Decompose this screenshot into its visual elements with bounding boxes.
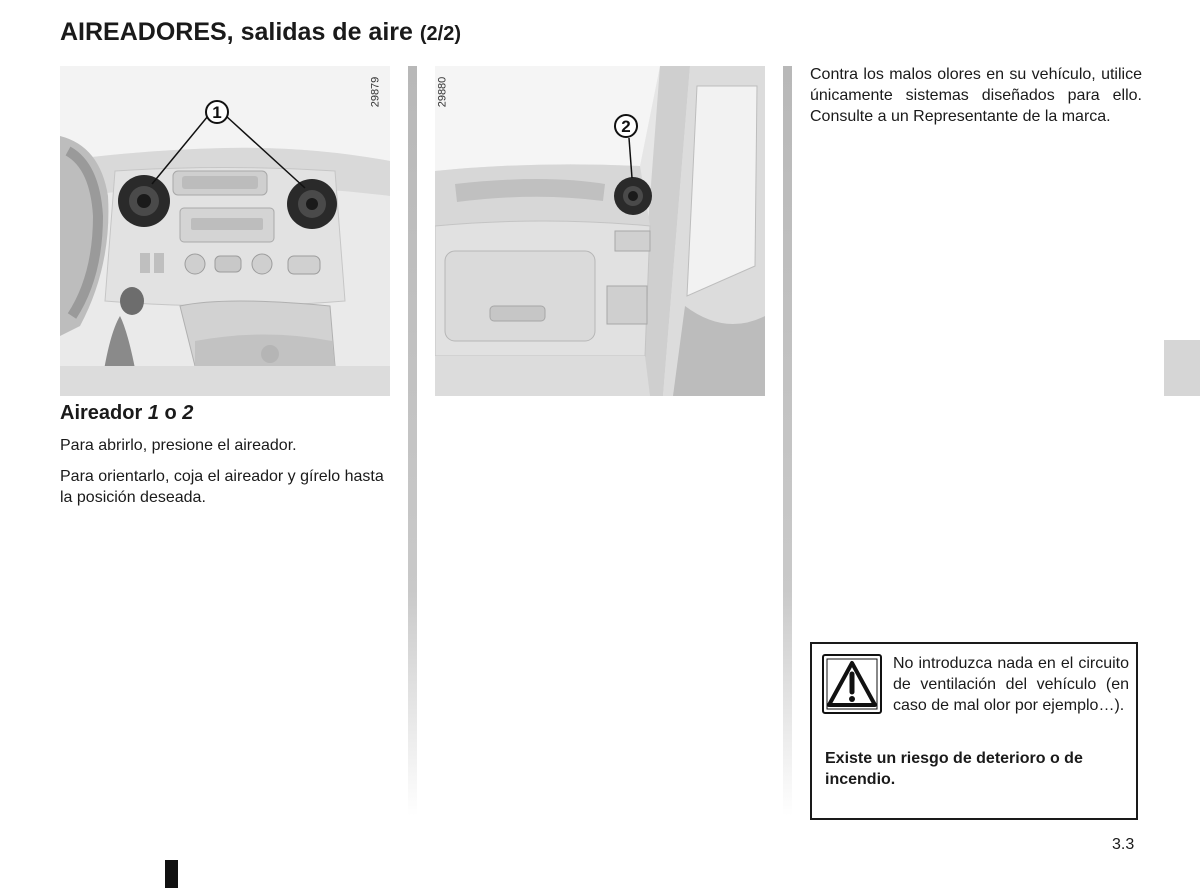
page-number: 3.3 bbox=[1112, 836, 1135, 853]
figure-side-vent bbox=[435, 66, 765, 396]
chapter-tab bbox=[1164, 340, 1200, 396]
instruction-orient: Para orientarlo, coja el aireador y gírelo hasta la posición deseada. bbox=[60, 468, 384, 506]
title-text: AIREADORES, salidas de aire bbox=[60, 18, 413, 46]
warning-text: No introduzca nada en el circuito de ventilación del vehículo (en caso de mal olor por ejemplo…). bbox=[893, 655, 1129, 714]
callout-1: 1 bbox=[212, 103, 222, 122]
column-divider-right bbox=[783, 66, 792, 816]
warning-triangle-icon bbox=[822, 654, 882, 714]
column-divider-left bbox=[408, 66, 417, 816]
warning-box bbox=[810, 642, 1138, 820]
instruction-open: Para abrirlo, presione el aireador. bbox=[60, 437, 297, 454]
warning-emphasis: Existe un riesgo de deterioro o de incendio. bbox=[825, 750, 1083, 788]
title-part: (2/2) bbox=[419, 23, 461, 45]
figure-dashboard-vents bbox=[60, 66, 390, 396]
page-title bbox=[60, 18, 461, 47]
figure-number: 29880 bbox=[436, 76, 449, 108]
section-heading: Aireador 1 o 2 bbox=[60, 402, 194, 424]
callout-2: 2 bbox=[621, 117, 631, 136]
crop-mark bbox=[165, 860, 178, 888]
odor-note: Contra los malos olores en su vehículo, utilice únicamente sistemas diseñados para ello. Consulte a un Representante de la marca. bbox=[810, 66, 1142, 125]
figure-number: 29879 bbox=[369, 76, 382, 108]
